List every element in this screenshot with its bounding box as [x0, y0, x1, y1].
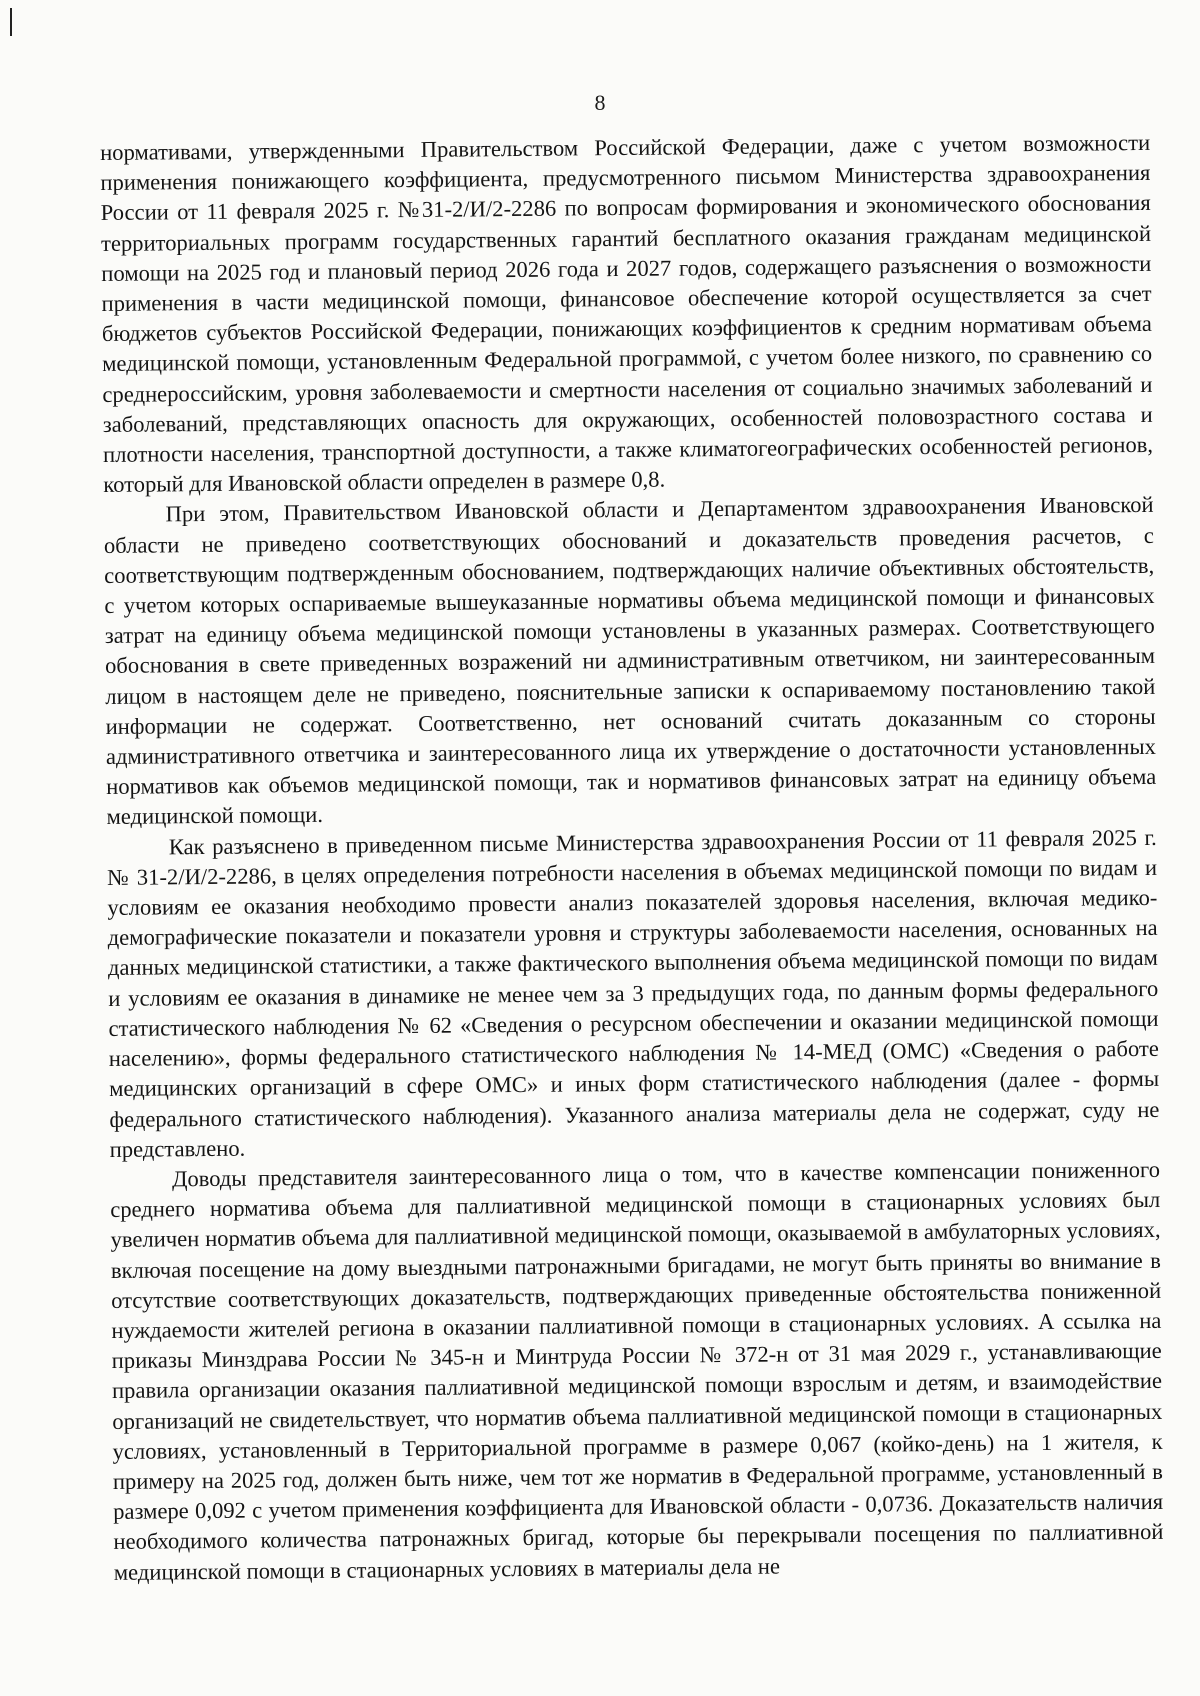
page-edge-mark — [10, 8, 12, 36]
paragraph-4: Доводы представителя заинтересованного лица о том, что в качестве компенсации пониженного среднего норматива объема для паллиативной медицинской помощи в стационарных условиях был увеличен норматив объема для паллиативной медицинской помощи, оказываемой в амбулаторных условиях, включая посещение на дому выездными патронажными бригадами, не могут быть приняты во внимание в отсутствие соответствующих доказательств, подтверждающих приведенные обстоятельства пониженной нуждаемости жителей региона в оказании паллиативной помощи в стационарных условиях. А ссылка на приказы Минздрава России № 345-н и Минтруда России № 372-н от 31 мая 2029 г., устанавливающие правила организации оказания паллиативной медицинской помощи взрослым и детям, и взаимодействие организаций не свидетельствует, что норматив объема паллиативной медицинской помощи в стационарных условиях, установленный в Территориальной программе в размере 0,067 (койко-день) на 1 жителя, к примеру на 2025 год, должен быть ниже, чем тот же норматив в Федеральной программе, установленный в размере 0,092 с учетом применения коэффициента для Ивановской области - 0,0736. Доказательств наличия необходимого количества патронажных бригад, которые бы перекрывали посещения по паллиативной медицинской помощи в стационарных условиях в материалы дела не — [110, 1156, 1164, 1585]
document-body — [100, 128, 1164, 1588]
paragraph-2: При этом, Правительством Ивановской области и Департаментом здравоохранения Ивановской области не приведено соответствующих обоснований и доказательств проведения расчетов, с соответствующим подтвержденным обоснованием, подтверждающих наличие объективных обстоятельств, с учетом которых оспариваемые вышеуказанные нормативы объема медицинской помощи и финансовых затрат на единицу объема медицинской помощи установлены в указанных размерах. Соответствующего обоснования в свете приведенных возражений ни административным ответчиком, ни заинтересованным лицом в настоящем деле не приведено, пояснительные записки к оспариваемому постановлению такой информации не содержат. Соответственно, нет оснований считать доказанным со стороны административного ответчика и заинтересованного лица их утверждение о достаточности установленных нормативов как объемов медицинской помощи, так и нормативов финансовых затрат на единицу объема медицинской помощи. — [103, 492, 1157, 830]
paragraph-1: нормативами, утвержденными Правительством Российской Федерации, даже с учетом возможности применения понижающего коэффициента, предусмотренного письмом Министерства здравоохранения России от 11 февраля 2025 г. №31-2/И/2-2286 по вопросам формирования и экономического обоснования территориальных программ государственных гарантий бесплатного оказания гражданам медицинской помощи на 2025 год и плановый период 2026 года и 2027 годов, содержащего разъяснения о возможности применения в части медицинской помощи, финансовое обеспечение которой осуществляется за счет бюджетов субъектов Российской Федерации, понижающих коэффициентов к средним нормативам объема медицинской помощи, установленным Федеральной программой, с учетом более низкого, по сравнению со среднероссийским, уровня заболеваемости и смертности населения от социально значимых заболеваний и заболеваний, представляющих опасность для окружающих, особенностей половозрастного состава и плотности населения, транспортной доступности, а также климатогеографических особенностей регионов, который для Ивановской области определен в размере 0,8. — [100, 129, 1154, 498]
paragraph-3: Как разъяснено в приведенном письме Министерства здравоохранения России от 11 февраля 2025 г. № 31-2/И/2-2286, в целях определения потребности населения в объемах медицинской помощи по видам и условиям ее оказания необходимо провести анализ показателей здоровья населения, включая медико-демографические показатели и показатели уровня и структуры заболеваемости населения, основанных на данных медицинской статистики, а также фактического выполнения объема медицинской помощи по видам и условиям ее оказания в динамике не менее чем за 3 предыдущих года, по данным формы федерального статистического наблюдения № 62 «Сведения о ресурсном обеспечении и оказании медицинской помощи населению», формы федерального статистического наблюдения № 14-МЕД (ОМС) «Сведения о работе медицинских организаций в сфере ОМС» и иных форм статистического наблюдения (далее - формы федерального статистического наблюдения). Указанного анализа материалы дела не содержат, суду не представлено. — [106, 824, 1160, 1162]
page-number: 8 — [594, 90, 606, 115]
